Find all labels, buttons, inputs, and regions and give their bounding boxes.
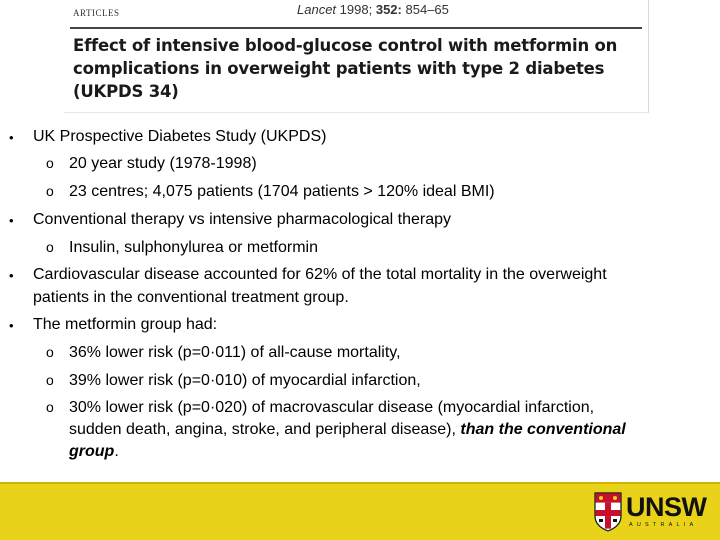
bullet-text: Conventional therapy vs intensive pharmacological therapy [33,211,452,228]
emphasis-text: than the conventional [460,421,626,438]
sub-bullet-plain-text: . [114,443,119,460]
footer-divider [0,482,720,484]
sub-bullet-text: 30% lower risk (p=0·020) of macrovascular disease (myocardial infarction, [69,399,595,416]
journal-year: 1998; [339,2,373,17]
bullet-marker: • [9,130,14,145]
sub-bullet-text: Insulin, sulphonylurea or metformin [69,239,319,256]
emphasis-text: group [69,443,115,460]
journal-volume: 352: [375,2,402,17]
sub-bullet-marker: o [46,183,54,199]
article-title-line: (UKPDS 34) [73,82,179,101]
article-section-label: ARTICLES [73,8,120,18]
bullet-text: Cardiovascular disease accounted for 62% of the total mortality in the overweight [33,266,607,283]
journal-name: Lancet [297,2,337,17]
article-title-line: Effect of intensive blood-glucose control with metformin on [73,36,618,55]
sub-bullet-text-continued [69,420,626,439]
logo-subtitle: AUSTRALIA [629,522,698,528]
sub-bullet-marker: o [46,399,54,415]
bullet-text: The metformin group had: [33,316,218,333]
sub-bullet-text-continued [69,442,119,461]
bullet-marker: • [9,213,14,228]
sub-bullet-marker: o [46,344,54,360]
sub-bullet-marker: o [46,372,54,388]
sub-bullet-text: 20 year study (1978-1998) [69,155,257,172]
logo-wordmark: UNSW [626,492,707,522]
bullet-text: UK Prospective Diabetes Study (UKPDS) [33,128,327,145]
bullet-text-continued: patients in the conventional treatment group. [33,289,349,306]
sub-bullet-marker: o [46,239,54,255]
crest-icon [594,492,622,532]
unsw-logo [594,492,712,534]
journal-pages: 854–65 [405,2,449,17]
sub-bullet-plain-text: sudden death, angina, stroke, and peripheral disease), [69,421,456,438]
sub-bullet-marker: o [46,155,54,171]
bullet-marker: • [9,318,14,333]
sub-bullet-text: 23 centres; 4,075 patients (1704 patients > 120% ideal BMI) [69,183,495,200]
sub-bullet-text: 36% lower risk (p=0·011) of all-cause mortality, [69,344,401,361]
sub-bullet-text: 39% lower risk (p=0·010) of myocardial infarction, [69,372,421,389]
bullet-marker: • [9,268,14,283]
article-title-line: complications in overweight patients with type 2 diabetes [73,59,605,78]
